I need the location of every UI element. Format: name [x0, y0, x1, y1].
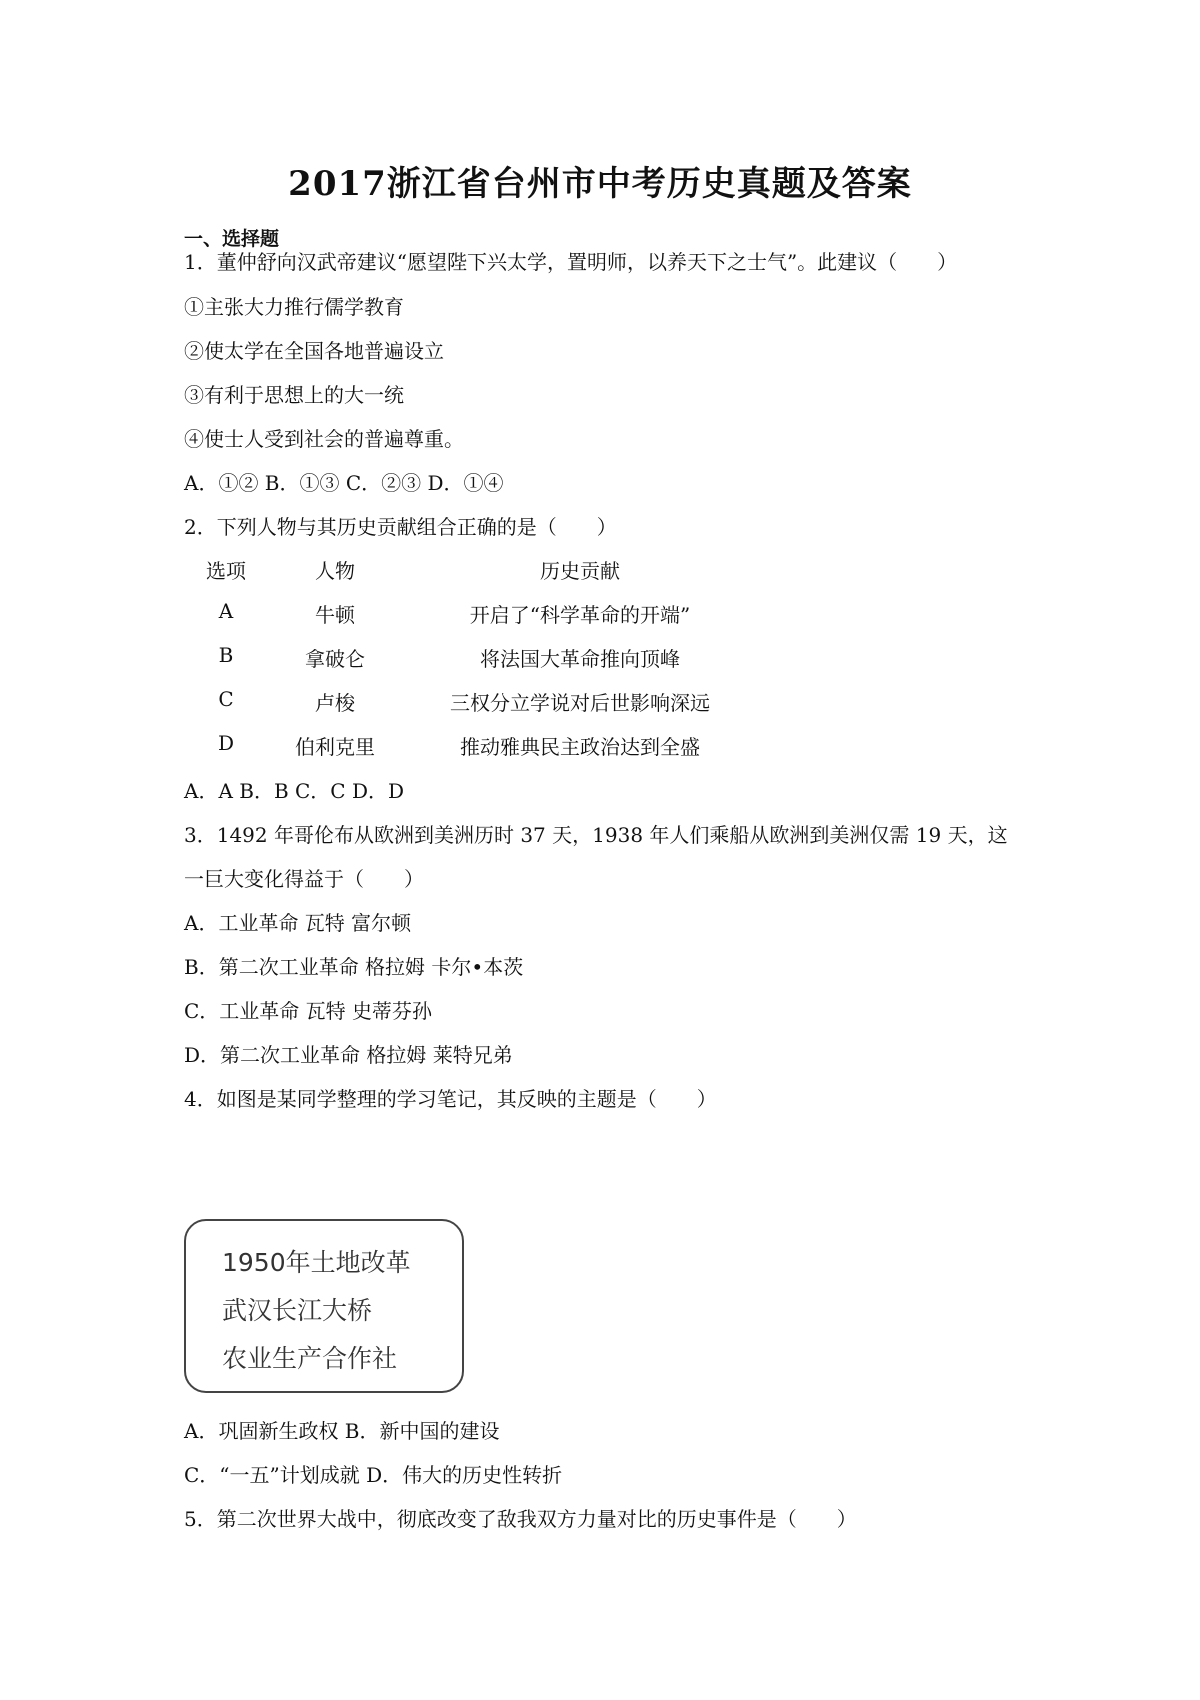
note-line-3: 农业生产合作社 [222, 1344, 398, 1373]
q4-stem: 4．如图是某同学整理的学习笔记，其反映的主题是（ ） [184, 1087, 717, 1111]
q2-row-d-person: 伯利克里 [295, 735, 375, 759]
q2-row-b-person: 拿破仑 [305, 647, 365, 671]
q1-item-3: ③有利于思想上的大一统 [184, 383, 404, 407]
q3-option-a: A．工业革命 瓦特 富尔顿 [184, 911, 412, 935]
q3-stem-line2: 一巨大变化得益于（ ） [184, 867, 424, 891]
q4-options-line2: C．“一五”计划成就 D．伟大的历史性转折 [184, 1463, 563, 1487]
section-heading: 一、选择题 [184, 228, 280, 250]
q3-stem-line1: 3．1492 年哥伦布从欧洲到美洲历时 37 天，1938 年人们乘船从欧洲到美洲仅需 19 天，这 [184, 823, 1008, 847]
q2-row-a-person: 牛顿 [315, 603, 355, 627]
q2-row-c-option: C [218, 687, 234, 711]
q2-row-a-option: A [218, 599, 234, 623]
q2-row-b-contribution: 将法国大革命推向顶峰 [480, 647, 680, 671]
q2-row-c-person: 卢梭 [315, 691, 355, 715]
q1-stem: 1．董仲舒向汉武帝建议“愿望陛下兴太学，置明师，以养天下之士气”。此建议（ ） [184, 250, 958, 274]
q3-option-d: D．第二次工业革命 格拉姆 莱特兄弟 [184, 1043, 513, 1067]
q2-row-b-option: B [218, 643, 234, 667]
q5-stem: 5．第二次世界大战中，彻底改变了敌我双方力量对比的历史事件是（ ） [184, 1507, 857, 1531]
q3-option-b: B．第二次工业革命 格拉姆 卡尔•本茨 [184, 955, 524, 979]
q2-row-d-contribution: 推动雅典民主政治达到全盛 [460, 735, 700, 759]
q2-stem: 2．下列人物与其历史贡献组合正确的是（ ） [184, 515, 617, 539]
q2-row-c-contribution: 三权分立学说对后世影响深远 [450, 691, 710, 715]
study-notes-figure [184, 1219, 464, 1393]
q2-row-d-option: D [217, 731, 235, 755]
q2-options: A．A B．B C．C D．D [184, 779, 405, 803]
q1-options: A．①② B．①③ C．②③ D．①④ [184, 471, 504, 495]
q2-header-contribution: 历史贡献 [540, 559, 620, 583]
page-title: 2017浙江省台州市中考历史真题及答案 [288, 164, 912, 204]
q4-options-line1: A．巩固新生政权 B．新中国的建设 [184, 1419, 500, 1443]
q2-header-person: 人物 [315, 559, 355, 583]
q1-item-2: ②使太学在全国各地普遍设立 [184, 339, 444, 363]
q2-row-a-contribution: 开启了“科学革命的开端” [469, 603, 691, 627]
q3-option-c: C．工业革命 瓦特 史蒂芬孙 [184, 999, 433, 1023]
q2-header-option: 选项 [206, 559, 246, 583]
q1-item-4: ④使士人受到社会的普遍尊重。 [184, 427, 464, 451]
q1-item-1: ①主张大力推行儒学教育 [184, 295, 404, 319]
note-line-2: 武汉长江大桥 [222, 1296, 373, 1325]
note-line-1: 1950年土地改革 [222, 1248, 411, 1277]
